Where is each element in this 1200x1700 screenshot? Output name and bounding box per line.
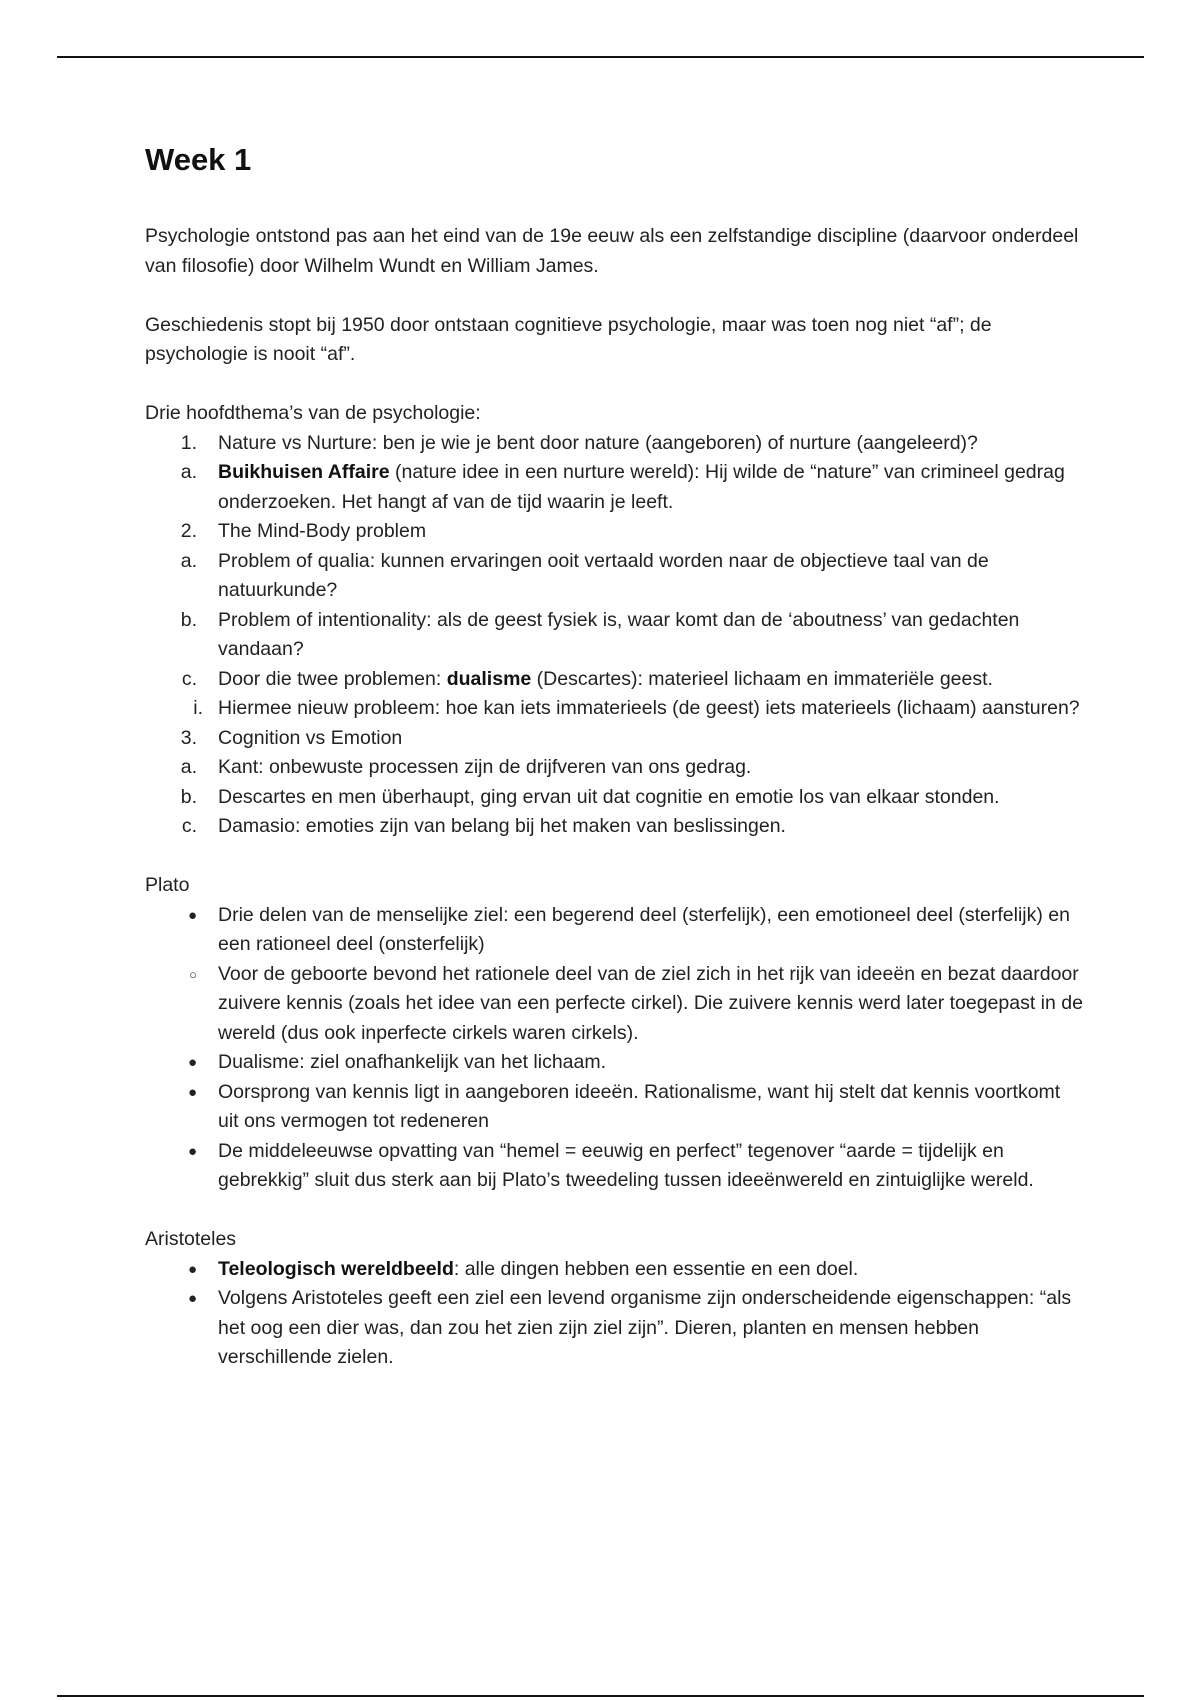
list-item: ● Drie delen van de menselijke ziel: een begerend deel (sterfelijk), een emotioneel deel (sterfelijk) en een rationeel deel (onsterfelijk) bbox=[145, 901, 1085, 960]
document-body bbox=[145, 140, 1085, 1402]
top-divider bbox=[57, 56, 1144, 58]
intro-paragraph: Psychologie ontstond pas aan het eind van de 19e eeuw als een zelfstandige discipline (daarvoor onderdeel van filosofie) door Wilhelm Wundt en William James. bbox=[145, 225, 1079, 277]
list-item: b. Descartes en men überhaupt, ging ervan uit dat cognitie en emotie los van elkaar stonden. bbox=[180, 785, 1000, 808]
bullet-icon: ● bbox=[187, 1142, 197, 1160]
history-paragraph: Geschiedenis stopt bij 1950 door ontstaan cognitieve psychologie, maar was toen nog niet “af”; de psychologie is nooit “af”. bbox=[145, 313, 992, 365]
list-item: 1. Nature vs Nurture: ben je wie je bent door nature (aangeboren) of nurture (aangeleerd)? bbox=[180, 431, 978, 454]
bullet-icon: ● bbox=[187, 1054, 197, 1071]
bullet-icon: ● bbox=[187, 1083, 197, 1101]
list-item: a. Problem of qualia: kunnen ervaringen ooit vertaald worden naar de objectieve taal van de natuurkunde? bbox=[180, 549, 989, 601]
bullet-icon: ● bbox=[187, 1290, 197, 1307]
list-item: 2. The Mind-Body problem bbox=[180, 520, 427, 542]
list-item: c. Damasio: emoties zijn van belang bij het maken van beslissingen. bbox=[181, 815, 786, 837]
list-item: ● Dualisme: ziel onafhankelijk van het lichaam. bbox=[145, 1048, 1085, 1078]
plato-heading: Plato bbox=[145, 874, 190, 896]
list-item: i. Hiermee nieuw probleem: hoe kan iets immaterieels (de geest) iets materieels (lichaam) aansturen? bbox=[193, 697, 1080, 719]
bullet-icon: ● bbox=[187, 1260, 197, 1278]
list-item: ● Teleologisch wereldbeeld: alle dingen hebben een essentie en een doel. bbox=[145, 1255, 1085, 1285]
circle-bullet-icon: ○ bbox=[189, 966, 197, 982]
page-title: Week 1 bbox=[145, 142, 252, 177]
list-item: a. Kant: onbewuste processen zijn de drijfveren van ons gedrag. bbox=[180, 756, 752, 778]
list-item: 3. Cognition vs Emotion bbox=[180, 726, 403, 749]
bullet-icon: ● bbox=[187, 906, 197, 924]
aristoteles-list bbox=[145, 1255, 1085, 1373]
plato-list bbox=[145, 901, 1085, 1196]
list-item: ○ Voor de geboorte bevond het rationele deel van de ziel zich in het rijk van ideeën en bezat daardoor zuivere kennis (zoals het idee van een perfecte cirkel). Die zuivere kennis werd later toegepast in de wereld (dus ook inperfecte cirkels waren cirkels). bbox=[72, 960, 1085, 1049]
list-item: ● Oorsprong van kennis ligt in aangeboren ideeën. Rationalisme, want hij stelt dat kennis voortkomt uit ons vermogen tot redeneren bbox=[145, 1078, 1085, 1137]
themes-heading: Drie hoofdthema’s van de psychologie: bbox=[145, 402, 481, 424]
list-item: a. Buikhuisen Affaire (nature idee in een nurture wereld): Hij wilde de “nature” van crimineel gedrag onderzoeken. Het hangt af van de tijd waarin je leeft. bbox=[180, 461, 1065, 513]
list-item: b. Problem of intentionality: als de geest fysiek is, waar komt dan de ‘aboutness’ van gedachten vandaan? bbox=[180, 608, 1020, 660]
themes-list bbox=[145, 429, 1085, 842]
list-item: ● De middeleeuwse opvatting van “hemel = eeuwig en perfect” tegenover “aarde = tijdelijk en gebrekkig” sluit dus sterk aan bij Plato’s tweedeling tussen ideeënwereld en zintuiglijke wereld. bbox=[145, 1137, 1085, 1196]
list-item: ● Volgens Aristoteles geeft een ziel een levend organisme zijn onderscheidende eigenschappen: “als het oog een dier was, dan zou het zien zijn ziel zijn”. Dieren, planten en mensen hebben verschillende zielen. bbox=[145, 1284, 1085, 1373]
bottom-divider bbox=[57, 1695, 1144, 1697]
list-item: c. Door die twee problemen: dualisme (Descartes): materieel lichaam en immateriële geest. bbox=[181, 667, 993, 690]
aristoteles-heading: Aristoteles bbox=[145, 1228, 237, 1250]
